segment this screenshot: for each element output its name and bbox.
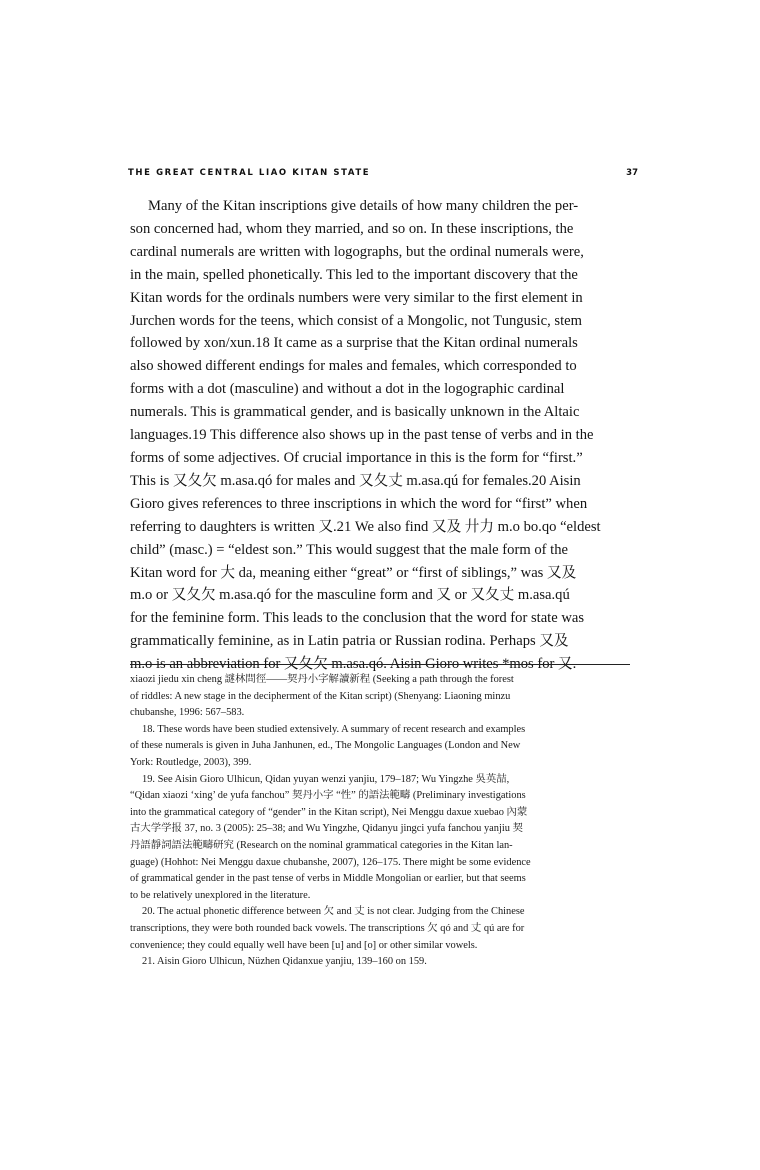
body-line: Kitan words for the ordinals numbers were very similar to the first element in	[130, 289, 583, 306]
body-line: for the feminine form. This leads to the conclusion that the word for state was	[130, 610, 585, 627]
body-line: also showed different endings for males and females, which corresponded to	[130, 358, 577, 375]
footnote-line: chubanshe, 1996: 567–583.	[130, 707, 245, 719]
footnote-20: 20. The actual phonetic difference between 欠 and 丈 is not clear. Judging from the Chinese	[142, 906, 525, 918]
footnote-line: to be relatively unexplored in the literature.	[130, 889, 311, 901]
running-head-title: THE GREAT CENTRAL LIAO KITAN STATE	[128, 168, 371, 178]
footnote-line: 丹語靜詞語法範疇研究 (Research on the nominal grammatical categories in the Kitan lan-	[130, 839, 513, 851]
footnote-line: 古大学学报 37, no. 3 (2005): 25–38; and Wu Yingzhe, Qidanyu jingci yufa fanchou yanjiu 契	[130, 823, 523, 835]
footnote-18: 18. These words have been studied extensively. A summary of recent research and examples	[142, 723, 526, 735]
body-line: Gioro gives references to three inscriptions in which the word for “first” when	[130, 495, 588, 512]
body-line: Kitan word for 大 da, meaning either “great” or “first of siblings,” was 又及	[130, 564, 577, 581]
body-line: cardinal numerals are written with logographs, but the ordinal numerals were,	[130, 243, 584, 260]
body-line: m.o or 又夂欠 m.asa.qó for the masculine form and 又 or 又夂丈 m.asa.qú	[130, 587, 570, 604]
body-line: child” (masc.) = “eldest son.” This would suggest that the male form of the	[130, 541, 568, 558]
footnote-line: of these numerals is given in Juha Janhunen, ed., The Mongolic Languages (London and New	[130, 740, 521, 752]
footnote-divider	[130, 664, 630, 665]
footnotes	[130, 672, 630, 971]
footnote-21: 21. Aisin Gioro Ulhicun, Nüzhen Qidanxue yanjiu, 139–160 on 159.	[142, 956, 427, 968]
body-line: Many of the Kitan inscriptions give details of how many children the per-	[148, 198, 579, 214]
body-line: languages.19 This difference also shows up in the past tense of verbs and in the	[130, 427, 594, 444]
footnote-line: guage) (Hohhot: Nei Menggu daxue chubanshe, 2007), 126–175. There might be some evidence	[130, 856, 531, 868]
footnote-line: transcriptions, they were both rounded back vowels. The transcriptions 欠 qó and 丈 qú are for	[130, 922, 525, 934]
footnote-line: into the grammatical category of “gender” in the Kitan script), Nei Menggu daxue xuebao 內蒙	[130, 806, 528, 818]
footnote-line: “Qidan xiaozi ‘xing’ de yufa fanchou” 契丹小字 “性” 的語法範疇 (Preliminary investigations	[130, 790, 526, 802]
body-line: forms of some adjectives. Of crucial importance in this is the form for “first.”	[130, 449, 583, 466]
body-line: forms with a dot (masculine) and without a dot in the logographic cardinal	[130, 381, 565, 398]
footnote-line: convenience; they could equally well have been [u] and [o] or other similar vowels.	[130, 939, 478, 951]
body-line: son concerned had, whom they married, and so on. In these inscriptions, the	[130, 220, 574, 237]
body-line: grammatically feminine, as in Latin patria or Russian rodina. Perhaps 又及	[130, 633, 569, 650]
body-line: referring to daughters is written 又.21 We also find 又及 廾力 m.o bo.qo “eldest	[130, 518, 601, 535]
footnote-line: of grammatical gender in the past tense of verbs in Middle Mongolian or earlier, but that seems	[130, 873, 526, 885]
footnote-line: xiaozi jiedu xin cheng 謎林問徑——契丹小字解讀新程 (Seeking a path through the forest	[130, 674, 514, 685]
footnote-19: 19. See Aisin Gioro Ulhicun, Qidan yuyan wenzi yanjiu, 179–187; Wu Yingzhe 吳英喆,	[142, 773, 510, 785]
page-number: 37	[626, 168, 638, 178]
body-line: m.o is an abbreviation for 又夂欠 m.asa.qó. Aisin Gioro writes *mos for 又.	[130, 656, 577, 673]
body-line: This is 又夂欠 m.asa.qó for males and 又夂丈 m.asa.qú for females.20 Aisin	[130, 472, 581, 489]
body-line: numerals. This is grammatical gender, and is basically unknown in the Altaic	[130, 404, 580, 421]
body-line: followed by xon/xun.18 It came as a surprise that the Kitan ordinal numerals	[130, 335, 578, 352]
main-paragraph	[130, 195, 628, 676]
footnote-line: of riddles: A new stage in the decipherment of the Kitan script) (Shenyang: Liaoning minzu	[130, 690, 511, 702]
body-line: in the main, spelled phonetically. This led to the important discovery that the	[130, 266, 578, 283]
body-line: Jurchen words for the teens, which consist of a Mongolic, not Tungusic, stem	[130, 312, 582, 329]
footnote-line: York: Routledge, 2003), 399.	[130, 756, 252, 768]
